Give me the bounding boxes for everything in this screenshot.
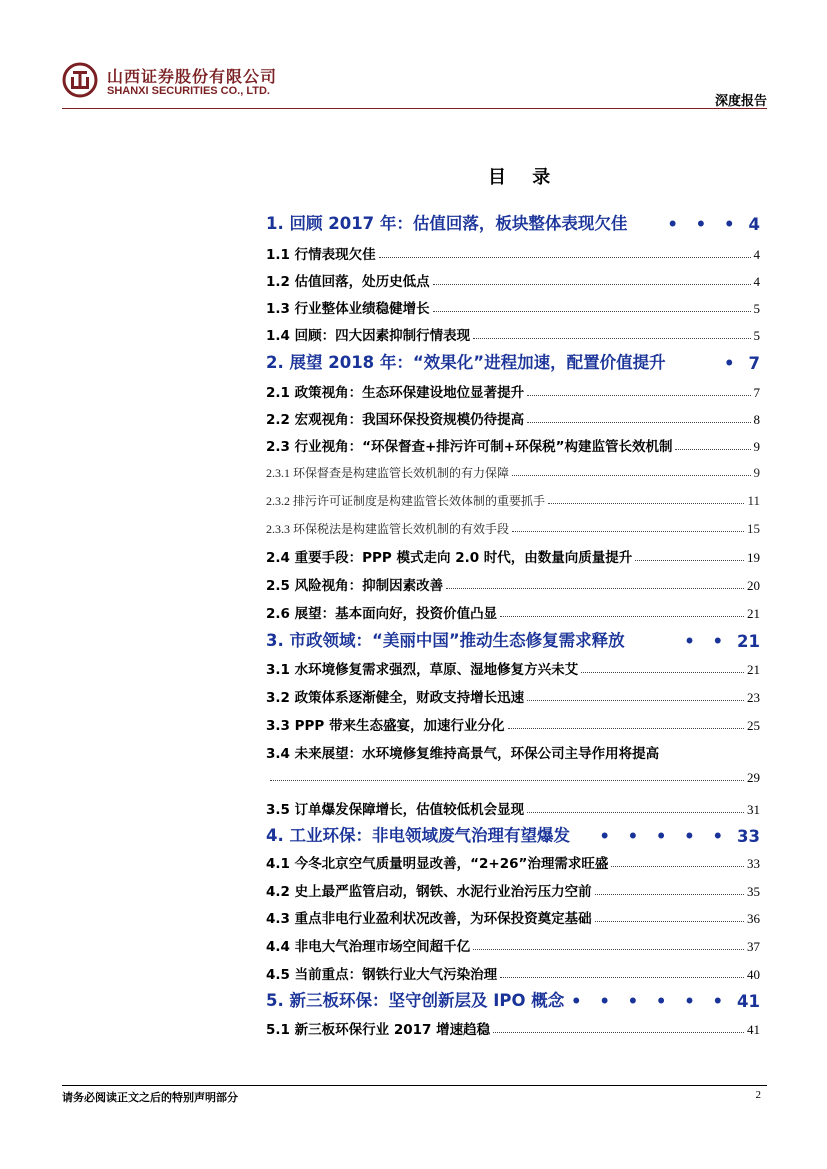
toc-title: 目 录 (488, 167, 561, 188)
toc-entry-label: 1.1 行情表现欠佳 (266, 247, 376, 263)
toc-entry-page: 35 (747, 884, 760, 899)
toc-entry-label: 1.2 估值回落，处历史低点 (266, 274, 430, 290)
page-number: 2 (755, 1089, 761, 1101)
toc-leader (527, 422, 750, 423)
toc-entry-page: 4 (748, 215, 760, 234)
toc-leader-bullets: • (723, 354, 741, 373)
toc-entry-page: 25 (747, 718, 760, 733)
toc-entry-5-1[interactable] (266, 1018, 760, 1038)
toc-entry-label: 4.2 史上最严监管启动，钢铁、水泥行业治污压力空前 (266, 884, 592, 900)
toc-leader (473, 949, 744, 950)
toc-entry-2-1[interactable] (266, 381, 760, 401)
toc-entry-label: 3.5 订单爆发保障增长，估值较低机会显现 (266, 802, 525, 818)
toc-entry-4-5[interactable] (266, 963, 760, 983)
toc-entry-2-2[interactable] (266, 408, 760, 428)
toc-entry-page: 41 (747, 1022, 760, 1037)
toc-entry-page: 8 (753, 412, 760, 427)
toc-leader (512, 531, 744, 532)
toc-entry-label: 2.1 政策视角：生态环保建设地位显著提升 (266, 385, 525, 401)
toc-entry-3[interactable] (266, 627, 760, 651)
toc-entry-label: 4.5 当前重点：钢铁行业大气污染治理 (266, 967, 498, 983)
toc-entry-label: 2.3 行业视角：“环保督查+排污许可制+环保税”构建监管长效机制 (266, 439, 673, 455)
toc-entry-label: 4.4 非电大气治理市场空间超千亿 (266, 939, 471, 955)
toc-entry-page: 15 (747, 521, 760, 536)
toc-entry-page: 9 (753, 439, 760, 454)
toc-leader (595, 921, 744, 922)
toc-leader (675, 449, 750, 450)
toc-entry-page: 21 (747, 662, 760, 677)
toc-entry-1-1[interactable] (266, 243, 760, 263)
toc-leader (493, 1032, 744, 1033)
toc-entry-4[interactable] (266, 822, 760, 846)
toc-entry-page: 4 (753, 247, 760, 262)
toc-entry-2-4[interactable] (266, 546, 760, 566)
toc-leader (611, 866, 744, 867)
toc-entry-label: 3.3 PPP 带来生态盛宴，加速行业分化 (266, 718, 505, 734)
toc-leader (433, 311, 751, 312)
toc-entry-label: 4. 工业环保：非电领域废气治理有望爆发 (266, 826, 570, 845)
toc-entry-page: 21 (747, 606, 760, 621)
shanxi-securities-logo-icon (62, 62, 98, 98)
toc-leader (433, 284, 751, 285)
toc-entry-label: 2. 展望 2018 年：“效果化”进程加速，配置价值提升 (266, 353, 666, 372)
toc-entry-4-3[interactable] (266, 907, 760, 927)
toc-leader (379, 257, 751, 258)
toc-leader (527, 812, 744, 813)
toc-entry-3-5[interactable] (266, 798, 760, 818)
toc-entry-2-3-1[interactable] (266, 464, 760, 481)
toc-entry-label: 4.3 重点非电行业盈利状况改善，为环保投资奠定基础 (266, 911, 592, 927)
toc-leader (527, 395, 750, 396)
toc-entry-4-2[interactable] (266, 880, 760, 900)
toc-entry-page: 5 (753, 328, 760, 343)
toc-entry-page: 31 (747, 802, 760, 817)
toc-entry-page: 33 (747, 856, 760, 871)
toc-entry-2-3[interactable] (266, 435, 760, 455)
toc-entry-label: 1.3 行业整体业绩稳健增长 (266, 301, 430, 317)
toc-entry-2-6[interactable] (266, 602, 760, 622)
toc-leader-bullets: • • • (667, 215, 741, 234)
toc-entry-1[interactable] (266, 210, 760, 234)
toc-leader (500, 977, 744, 978)
company-name-cn: 山西证券股份有限公司 (107, 67, 278, 86)
toc-leader (548, 503, 744, 504)
toc-entry-page: 11 (747, 493, 760, 508)
toc-entry-3-2[interactable] (266, 686, 760, 706)
toc-leader (500, 616, 744, 617)
toc-leader (635, 560, 744, 561)
toc-entry-page: 21 (737, 632, 760, 651)
header-divider (62, 108, 767, 109)
toc-entry-4-1[interactable] (266, 852, 760, 872)
toc-entry-5[interactable] (266, 987, 760, 1011)
toc-entry-4-4[interactable] (266, 935, 760, 955)
toc-entry-page: 5 (753, 301, 760, 316)
toc-entry-label: 3.2 政策体系逐渐健全，财政支持增长迅速 (266, 690, 525, 706)
footer-divider (62, 1085, 767, 1086)
toc-entry-page: 36 (747, 911, 760, 926)
toc-entry-page: 37 (747, 939, 760, 954)
toc-entry-page: 20 (747, 578, 760, 593)
toc-entry-3-1[interactable] (266, 658, 760, 678)
toc-entry-label: 2.2 宏观视角：我国环保投资规模仍待提高 (266, 412, 525, 428)
toc-leader (446, 588, 744, 589)
toc-leader (581, 672, 744, 673)
toc-entry-page: 23 (747, 690, 760, 705)
toc-entry-page: 19 (747, 550, 760, 565)
toc-entry-2[interactable] (266, 349, 760, 373)
toc-entry-label: 1. 回顾 2017 年：估值回落，板块整体表现欠佳 (266, 214, 628, 233)
page-header (62, 62, 767, 108)
toc-entry-page: 40 (747, 967, 760, 982)
toc-entry-label: 2.4 重要手段：PPP 模式走向 2.0 时代，由数量向质量提升 (266, 550, 633, 566)
toc-entry-1-4[interactable] (266, 324, 760, 344)
toc-entry-page: 33 (737, 827, 760, 846)
toc-entry-1-3[interactable] (266, 297, 760, 317)
footer-disclaimer: 请务必阅读正文之后的特别声明部分 (62, 1091, 238, 1104)
toc-entry-2-5[interactable] (266, 574, 760, 594)
toc-entry-page: 41 (737, 992, 760, 1011)
toc-entry-label: 3.4 未来展望：水环境修复维持高景气，环保公司主导作用将提高 (266, 746, 660, 762)
toc-leader-bullets: • • (684, 632, 730, 651)
company-name-en: SHANXI SECURITIES CO., LTD. (107, 85, 270, 97)
toc-entry-2-3-3[interactable] (266, 520, 760, 537)
toc-entry-page: 7 (753, 385, 760, 400)
toc-leader (270, 780, 744, 781)
toc-entry-label: 2.3.2 排污许可证制度是构建监管长效体制的重要抓手 (266, 494, 546, 508)
toc-leader (595, 894, 744, 895)
toc-leader-bullets: • • • • • • (571, 992, 730, 1011)
toc-entry-label: 3. 市政领域：“美丽中国”推动生态修复需求释放 (266, 631, 625, 650)
toc-entry-label: 5.1 新三板环保行业 2017 增速趋稳 (266, 1022, 491, 1038)
toc-entry-page: 9 (753, 465, 760, 480)
toc-leader-bullets: • • • • • (599, 827, 730, 846)
toc-entry-3-3[interactable] (266, 714, 760, 734)
toc-entry-label: 3.1 水环境修复需求强烈，草原、湿地修复方兴未艾 (266, 662, 579, 678)
toc-entry-3-4[interactable] (266, 742, 760, 762)
toc-entry-page: 29 (747, 770, 760, 785)
toc-entry-label: 2.3.1 环保督查是构建监管长效机制的有力保障 (266, 466, 510, 480)
toc-entry-2-3-2[interactable] (266, 492, 760, 509)
toc-entry-label: 2.5 风险视角：抑制因素改善 (266, 578, 444, 594)
toc-entry-page: 7 (748, 354, 760, 373)
report-type-label: 深度报告 (714, 94, 767, 109)
toc-entry-label: 5. 新三板环保：坚守创新层及 IPO 概念 (266, 991, 565, 1010)
toc-entry-label: 1.4 回顾：四大因素抑制行情表现 (266, 328, 471, 344)
toc-leader (508, 728, 745, 729)
toc-entry-3-4-continuation[interactable] (270, 770, 760, 786)
toc-entry-page: 4 (753, 274, 760, 289)
toc-entry-1-2[interactable] (266, 270, 760, 290)
toc-entry-label: 2.6 展望：基本面向好，投资价值凸显 (266, 606, 498, 622)
toc-entry-label: 2.3.3 环保税法是构建监管长效机制的有效手段 (266, 522, 510, 536)
toc-leader (473, 338, 750, 339)
toc-entry-label: 4.1 今冬北京空气质量明显改善，“2+26”治理需求旺盛 (266, 856, 609, 872)
toc-leader (527, 700, 744, 701)
toc-leader (512, 475, 750, 476)
